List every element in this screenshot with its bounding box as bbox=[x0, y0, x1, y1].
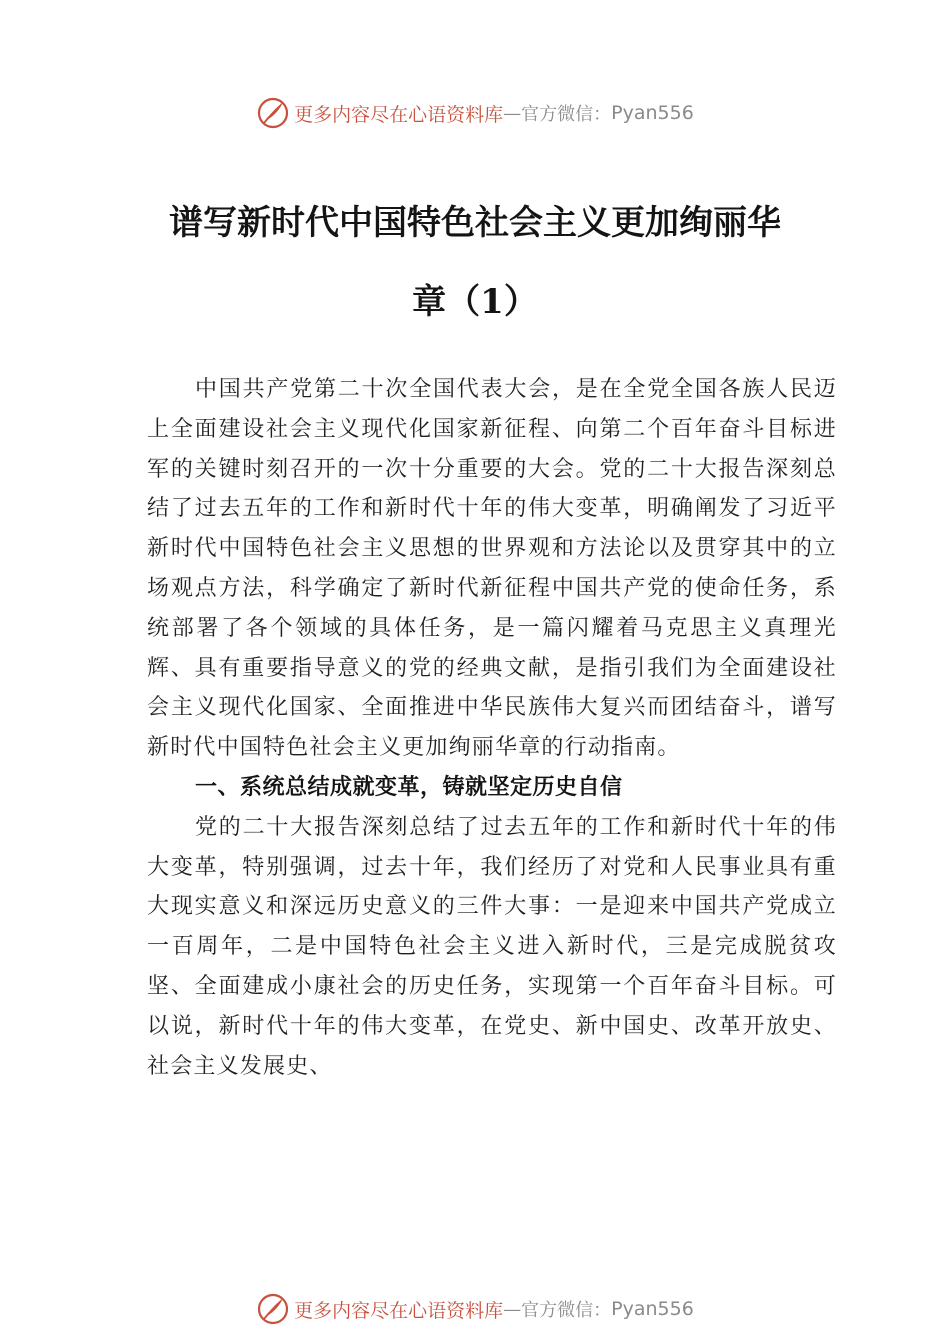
footer-watermark bbox=[0, 1289, 950, 1329]
quill-logo-icon bbox=[256, 1292, 290, 1326]
watermark-official-text: 官方微信： bbox=[521, 104, 612, 125]
watermark-dash: — bbox=[503, 102, 522, 124]
document-body bbox=[147, 370, 837, 1086]
paragraph-2: 党的二十大报告深刻总结了过去五年的工作和新时代十年的伟大变革，特别强调，过去十年，我们经历了对党和人民事业具有重大现实意义和深远历史意义的三件大事：一是迎来中国共产党成立一百周年，二是中国特色社会主义进入新时代，三是完成脱贫攻坚、全面建成小康社会的历史任务，实现第一个百年奋斗目标。可以说，新时代十年的伟大变革，在党史、新中国史、改革开放史、社会主义发展史、 bbox=[147, 814, 837, 1079]
watermark-main-text: 更多内容尽在心语资料库 bbox=[294, 1299, 504, 1322]
watermark-main-text: 更多内容尽在心语资料库 bbox=[294, 103, 504, 126]
header-watermark bbox=[0, 93, 950, 133]
quill-logo-icon bbox=[256, 96, 290, 130]
document-title-line-1: 谱写新时代中国特色社会主义更加绚丽华 bbox=[169, 203, 781, 243]
document-title-line-2: 章（1） bbox=[412, 282, 538, 322]
paragraph-1: 中国共产党第二十次全国代表大会，是在全党全国各族人民迈上全面建设社会主义现代化国家新征程、向第二个百年奋斗目标进军的关键时刻召开的一次十分重要的大会。党的二十大报告深刻总结了过去五年的工作和新时代十年的伟大变革，明确阐发了习近平新时代中国特色社会主义思想的世界观和方法论以及贯穿其中的立场观点方法，科学确定了新时代新征程中国共产党的使命任务，系统部署了各个领域的具体任务，是一篇闪耀着马克思主义真理光辉、具有重要指导意义的党的经典文献，是指引我们为全面建设社会主义现代化国家、全面推进中华民族伟大复兴而团结奋斗，谱写新时代中国特色社会主义更加绚丽华章的行动指南。 bbox=[147, 377, 837, 761]
section-heading-1: 一、系统总结成就变革，铸就坚定历史自信 bbox=[195, 774, 623, 800]
watermark-wechat-id: Pyan556 bbox=[611, 1298, 694, 1320]
watermark-wechat-id: Pyan556 bbox=[611, 102, 694, 124]
watermark-dash: — bbox=[503, 1298, 522, 1320]
watermark-official-text: 官方微信： bbox=[521, 1300, 612, 1321]
